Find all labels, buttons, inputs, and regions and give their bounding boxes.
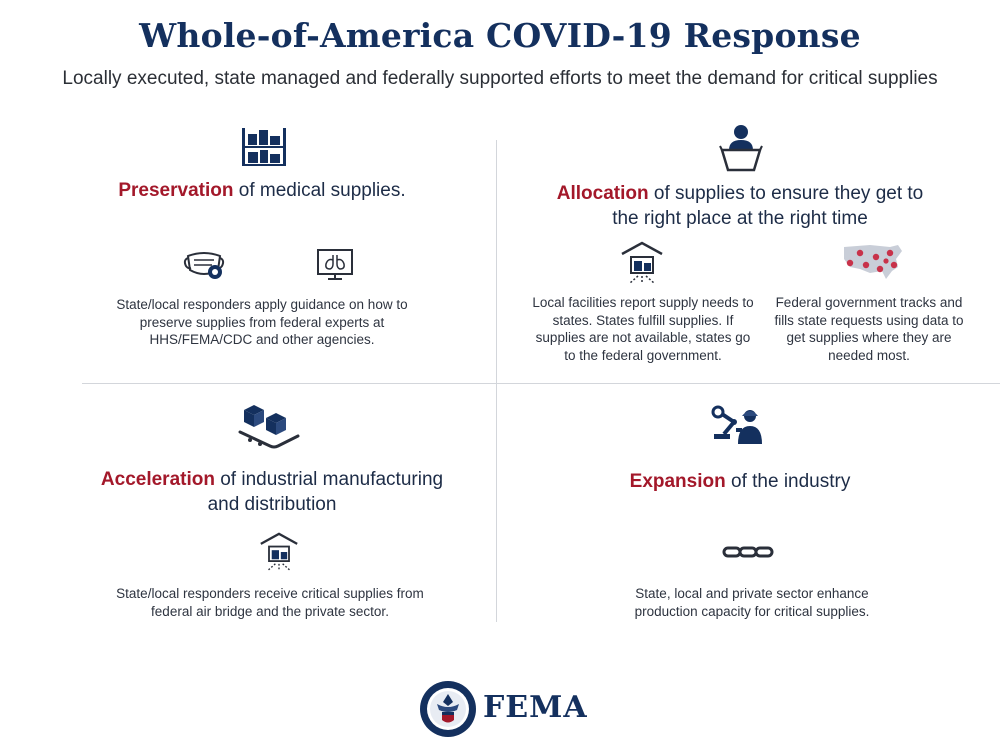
page-subtitle: Locally executed, state managed and federally supported efforts to meet the demand for critical supplies (62, 68, 938, 89)
acceleration-text: State/local responders receive critical supplies from federal air bridge and the private sector. (116, 586, 424, 619)
acceleration-rest: of industrial manufacturing (214, 469, 444, 490)
preservation-heading (82, 178, 442, 203)
expansion-keyword: Expansion (629, 471, 726, 492)
allocation-rest: of supplies to ensure they get to (648, 183, 924, 204)
worker-robot-arm-icon (710, 404, 768, 446)
us-map-icon (840, 241, 906, 281)
dhs-seal-icon (419, 680, 477, 738)
facility-distribution-icon (620, 240, 664, 286)
allocation-line2: the right place at the right time (612, 208, 868, 229)
person-at-podium-icon (718, 122, 764, 174)
allocation-left-text: Local facilities report supply needs to states. States fulfill supplies. If supplies are not available, states go to the federal government. (532, 295, 754, 363)
page-title: Whole-of-America COVID-19 Response (139, 16, 861, 55)
allocation-right-text: Federal government tracks and fills state requests using data to get supplies where they are needed most. (774, 295, 964, 363)
warehouse-shelves-icon (240, 124, 288, 168)
face-mask-icon (182, 248, 226, 280)
allocation-heading (500, 181, 980, 231)
expansion-heading (560, 469, 920, 494)
fema-wordmark: FEMA (483, 690, 588, 725)
acceleration-line2: and distribution (207, 494, 337, 515)
acceleration-keyword: Acceleration (100, 469, 215, 490)
conveyor-boxes-icon (236, 402, 300, 450)
expansion-text: State, local and private sector enhance production capacity for critical supplies. (634, 586, 870, 619)
vertical-divider (496, 140, 497, 622)
acceleration-heading (82, 467, 462, 517)
preservation-text: State/local responders apply guidance on how to preserve supplies from federal experts at HHS/FEMA/CDC and other agencies. (116, 297, 408, 347)
preservation-keyword: Preservation (118, 180, 234, 201)
preservation-rest: of medical supplies. (233, 180, 406, 201)
facility-distribution-icon (259, 530, 299, 574)
lungs-monitor-icon (316, 248, 354, 282)
allocation-keyword: Allocation (556, 183, 649, 204)
chain-link-icon (722, 544, 774, 560)
expansion-rest: of the industry (725, 471, 851, 492)
horizontal-divider (82, 383, 1000, 384)
